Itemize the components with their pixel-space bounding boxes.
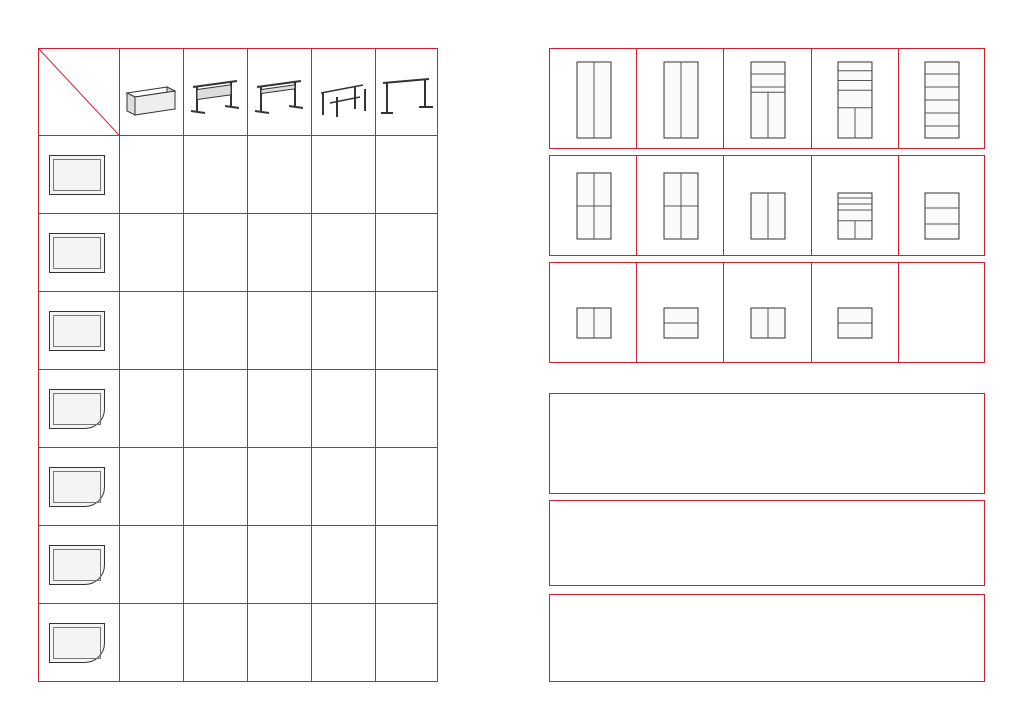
desks-table: [38, 48, 438, 682]
product-cell: [550, 263, 637, 362]
cabinet-icon: [750, 192, 786, 240]
product-header: [902, 52, 908, 60]
product-cell: [812, 263, 899, 362]
cabinets-row-2: [549, 155, 985, 256]
cabinet-icon: [576, 61, 612, 139]
desk-top-icon: [49, 545, 105, 585]
product-cell: [899, 49, 986, 148]
frame-icon: [379, 73, 435, 117]
cabinets-row-1: [549, 48, 985, 149]
desk-top-icon: [49, 233, 105, 273]
cabinet-icon: [576, 307, 612, 339]
frame-icon: [315, 73, 371, 117]
product-header: [640, 266, 646, 274]
product-cell: [637, 49, 724, 148]
desk-top-icon: [49, 155, 105, 195]
product-header: [902, 159, 908, 167]
cabinet-icon: [750, 61, 786, 139]
product-header: [640, 159, 646, 167]
cabinet-icon: [837, 192, 873, 240]
product-cell: [637, 263, 724, 362]
product-header: [727, 52, 733, 60]
product-cell: [724, 49, 811, 148]
desk-top-icon: [49, 467, 105, 507]
common-row-accessories: [549, 594, 985, 682]
cabinet-icon: [663, 172, 699, 240]
common-row-containers: [549, 500, 985, 586]
cabinets-row-3: [549, 262, 985, 363]
product-cell: [812, 49, 899, 148]
product-cell: [550, 49, 637, 148]
cabinet-icon: [663, 307, 699, 339]
product-header: [815, 159, 821, 167]
desk-top-icon: [49, 389, 105, 429]
product-header: [727, 266, 733, 274]
cabinet-icon: [837, 307, 873, 339]
frame-icon: [123, 73, 179, 117]
product-cell: [724, 156, 811, 255]
product-header: [815, 266, 821, 274]
frame-icon: [251, 73, 307, 117]
cabinet-icon: [750, 307, 786, 339]
desk-top-icon: [49, 623, 105, 663]
cabinet-icon: [837, 61, 873, 139]
cabinet-icon: [924, 192, 960, 240]
cabinet-icon: [924, 61, 960, 139]
common-row-tables: [549, 393, 985, 494]
desk-top-icon: [49, 311, 105, 351]
product-cell: [812, 156, 899, 255]
product-header: [727, 159, 733, 167]
product-cell: [899, 156, 986, 255]
product-cell: [550, 156, 637, 255]
header-diagonal: [39, 49, 119, 135]
frame-icon: [187, 73, 243, 117]
product-cell: [637, 156, 724, 255]
cabinet-icon: [663, 61, 699, 139]
product-header: [553, 52, 559, 60]
product-header: [553, 266, 559, 274]
product-header: [640, 52, 646, 60]
product-header: [815, 52, 821, 60]
product-cell: [724, 263, 811, 362]
cabinet-icon: [576, 172, 612, 240]
product-header: [553, 159, 559, 167]
